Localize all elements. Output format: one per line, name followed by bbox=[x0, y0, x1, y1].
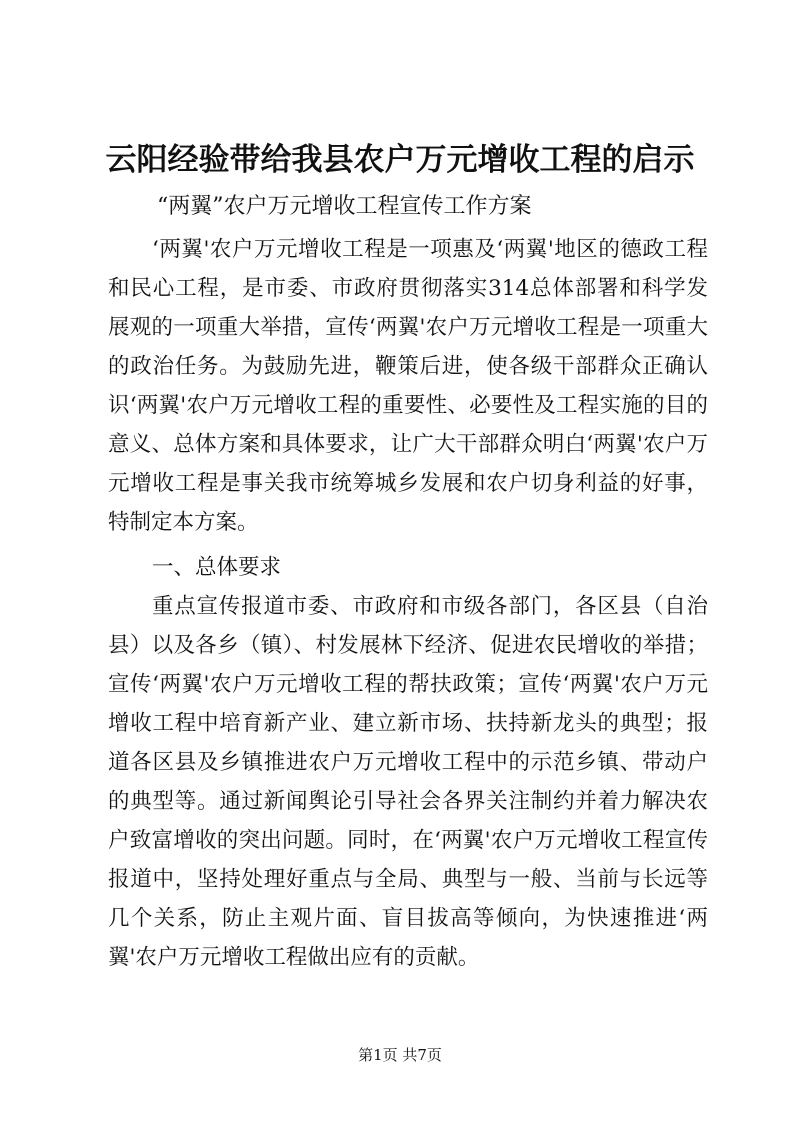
page-number-footer: 第1页 共7页 bbox=[358, 1046, 442, 1064]
section-heading-1: 一、总体要求 bbox=[152, 555, 282, 580]
document-title: 云阳经验带给我县农户万元增收工程的启示 bbox=[105, 142, 695, 178]
body-paragraph-2: 重点宣传报道市委、市政府和市级各部门，各区县（自治县）以及各乡（镇）、村发展林下经济、促进农民增收的举措；宣传‘两翼'农户万元增收工程的帮扶政策；宣传‘两翼'农户万元增收工程中培育新产业、建立新市场、扶持新龙头的典型；报道各区县及乡镇推进农户万元增收工程中的示范乡镇、带动户的典型等。通过新闻舆论引导社会各界关注制约并着力解决农户致富增收的突出问题。同时，在‘两翼'农户万元增收工程宣传报道中，坚持处理好重点与全局、典型与一般、当前与长远等几个关系，防止主观片面、盲目拔高等倾向，为快速推进‘两翼'农户万元增收工程做出应有的贡献。 bbox=[108, 594, 708, 970]
document-subtitle: “两翼”农户万元增收工程宣传工作方案 bbox=[157, 194, 532, 219]
body-paragraph-1: ‘两翼'农户万元增收工程是一项惠及‘两翼'地区的德政工程和民心工程，是市委、市政府贯彻落实314总体部署和科学发展观的一项重大举措，宣传‘两翼'农户万元增收工程是一项重大的政治任务。为鼓励先进，鞭策后进，使各级干部群众正确认识‘两翼'农户万元增收工程的重要性、必要性及工程实施的目的意义、总体方案和具体要求，让广大干部群众明白‘两翼'农户万元增收工程是事关我市统筹城乡发展和农户切身利益的好事，特制定本方案。 bbox=[108, 237, 708, 535]
